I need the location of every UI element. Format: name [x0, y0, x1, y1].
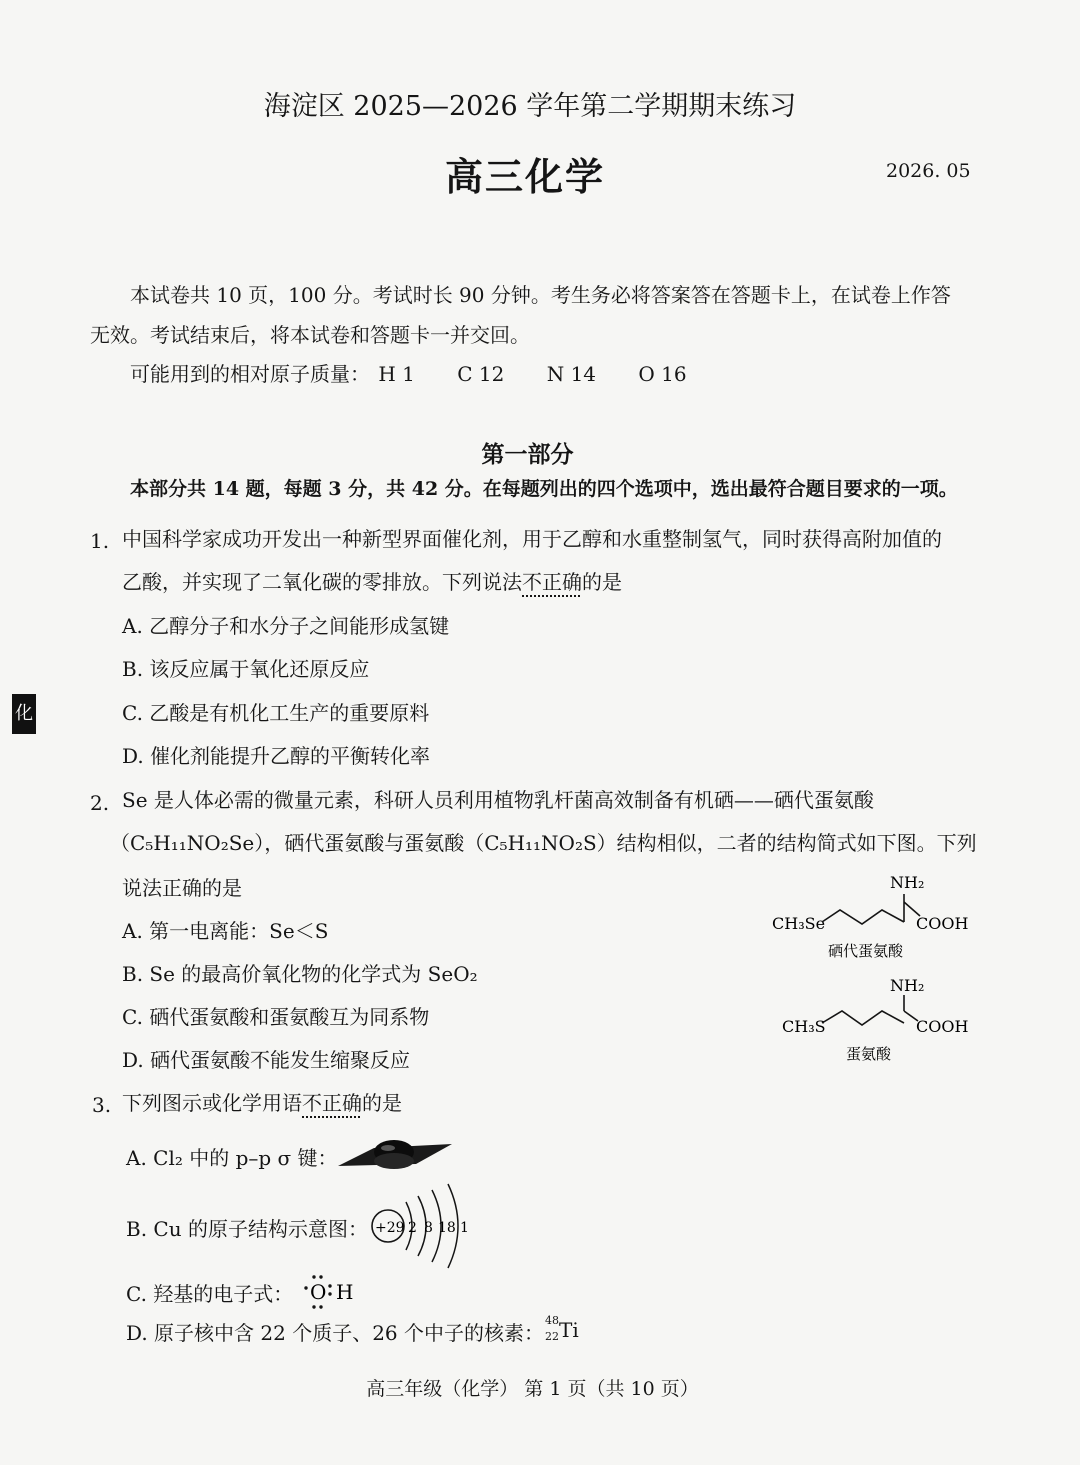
structure-left-group: CH₃S — [782, 1017, 826, 1036]
question-stem-line-2: （C₅H₁₁NO₂Se），硒代蛋氨酸与蛋氨酸（C₅H₁₁NO₂S）结构相似，二者的结构简式如下图。下列 — [110, 831, 977, 855]
option-c: C. 乙酸是有机化工生产的重要原料 — [122, 701, 430, 725]
question-number: 2. — [90, 791, 110, 815]
sigma-bond-orbital-icon — [336, 1130, 454, 1178]
ti-nuclide-symbol — [545, 1312, 585, 1346]
question-stem-line-2 — [122, 569, 622, 595]
atomic-mass-o: O 16 — [638, 362, 687, 386]
option-b: B. Cu 的原子结构示意图： — [126, 1217, 368, 1241]
atomic-mass-h: H 1 — [378, 362, 415, 386]
part-description: 本部分共 14 题，每题 3 分，共 42 分。在每题列出的四个选项中，选出最符合题目要求的一项。 — [130, 478, 958, 500]
question-number: 1. — [90, 529, 110, 553]
structure-caption: 硒代蛋氨酸 — [828, 942, 904, 960]
atomic-masses-label: 可能用到的相对原子质量： — [130, 362, 370, 386]
option-d: D. 催化剂能提升乙醇的平衡转化率 — [122, 744, 431, 768]
atomic-mass-n: N 14 — [546, 362, 597, 386]
element-symbol: Ti — [559, 1318, 579, 1342]
shell-1-electrons: 2 — [408, 1220, 417, 1236]
emphasis-text: 不正确 — [302, 1091, 362, 1115]
option-a: A. 乙醇分子和水分子之间能形成氢键 — [122, 614, 450, 638]
option-a: A. 第一电离能：Se＜S — [122, 919, 329, 943]
side-tab: 化 — [12, 694, 36, 734]
structure-right-group: COOH — [916, 914, 969, 933]
methionine-structure — [780, 975, 980, 1065]
instructions-line-1: 本试卷共 10 页，100 分。考试时长 90 分钟。考生务必将答案答在答题卡上，在试卷上作答 — [130, 283, 951, 307]
atomic-mass-c: C 12 — [457, 362, 505, 386]
emphasis-text: 不正确 — [522, 570, 582, 594]
stem-text: 下列图示或化学用语 — [122, 1091, 302, 1115]
shell-2-electrons: 8 — [424, 1220, 433, 1236]
option-c: C. 硒代蛋氨酸和蛋氨酸互为同系物 — [122, 1005, 430, 1029]
option-c: C. 羟基的电子式： — [126, 1282, 294, 1306]
stem-text-end: 的是 — [582, 570, 622, 594]
question-stem-line-1: 中国科学家成功开发出一种新型界面催化剂，用于乙醇和水重整制氢气，同时获得高附加值的 — [122, 527, 942, 551]
proton-number: 22 — [545, 1330, 559, 1343]
option-d: D. 硒代蛋氨酸不能发生缩聚反应 — [122, 1048, 411, 1072]
option-a: A. Cl₂ 中的 p–p σ 键： — [126, 1146, 338, 1170]
selenomethionine-structure — [770, 872, 980, 962]
exam-title: 海淀区 2025—2026 学年第二学期期末练习 — [263, 91, 797, 122]
shell-4-electrons: 1 — [460, 1220, 469, 1236]
shell-3-electrons: 18 — [438, 1220, 456, 1236]
structure-caption: 蛋氨酸 — [846, 1045, 892, 1063]
option-b: B. 该反应属于氧化还原反应 — [122, 657, 370, 681]
option-d: D. 原子核中含 22 个质子、26 个中子的核素： — [126, 1321, 545, 1345]
option-b: B. Se 的最高价氧化物的化学式为 SeO₂ — [122, 962, 478, 986]
cu-atomic-structure-diagram — [368, 1180, 480, 1272]
question-stem — [122, 1090, 402, 1116]
page-footer: 高三年级（化学） 第 1 页（共 10 页） — [366, 1378, 699, 1400]
structure-top-group: NH₂ — [890, 873, 925, 892]
hydroxyl-electron-formula — [302, 1272, 358, 1312]
question-number: 3. — [92, 1093, 112, 1117]
structure-right-group: COOH — [916, 1017, 969, 1036]
structure-top-group: NH₂ — [890, 976, 925, 995]
carbon-chain — [822, 910, 904, 924]
question-stem-line-3: 说法正确的是 — [122, 876, 242, 900]
oxygen-symbol: O — [310, 1280, 327, 1304]
atomic-masses — [130, 361, 687, 387]
structure-left-group: CH₃Se — [772, 914, 826, 933]
instructions-line-2: 无效。考试结束后，将本试卷和答题卡一并交回。 — [90, 323, 530, 347]
part-title: 第一部分 — [481, 441, 574, 468]
nucleus-charge: +29 — [375, 1220, 405, 1236]
carbon-chain — [822, 1011, 904, 1025]
mass-number: 48 — [545, 1314, 559, 1327]
subject-title: 高三化学 — [444, 154, 605, 199]
question-stem-line-1: Se 是人体必需的微量元素，科研人员利用植物乳杆菌高效制备有机硒——硒代蛋氨酸 — [122, 788, 874, 812]
stem-text: 乙酸，并实现了二氧化碳的零排放。下列说法 — [122, 570, 522, 594]
stem-text-end: 的是 — [362, 1091, 402, 1115]
exam-date: 2026. 05 — [886, 160, 971, 182]
hydrogen-symbol: H — [336, 1280, 354, 1304]
